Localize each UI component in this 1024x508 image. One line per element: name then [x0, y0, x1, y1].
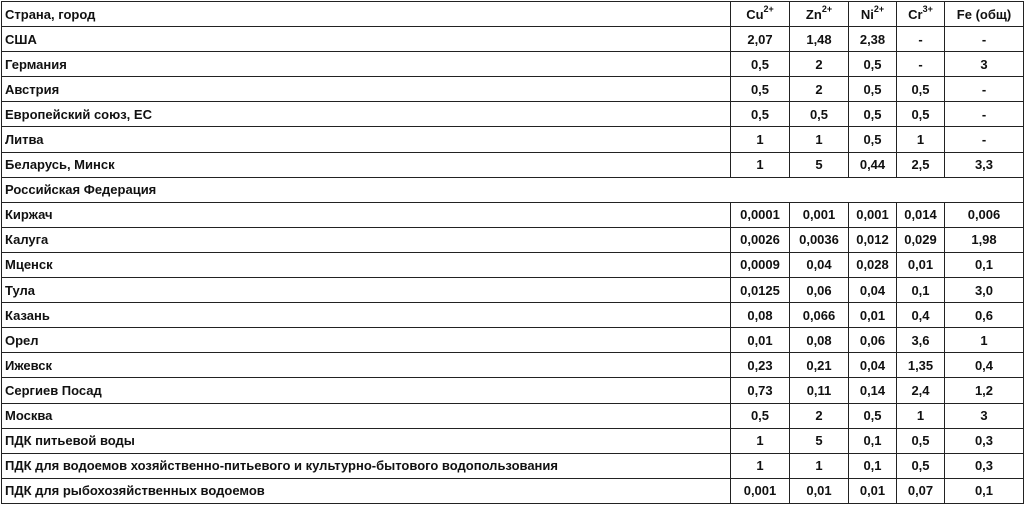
value-cell: 0,4	[945, 353, 1024, 378]
ion-symbol: Zn	[805, 6, 822, 22]
value-cell: 3,6	[897, 328, 945, 353]
value-cell: 0,5	[849, 102, 897, 127]
value-cell: 1,35	[897, 353, 945, 378]
value-cell: 0,06	[849, 328, 897, 353]
value-cell: 0,028	[849, 252, 897, 277]
header-fe: Fe (общ)	[945, 2, 1024, 27]
value-cell: 3,0	[945, 278, 1024, 303]
value-cell: 0,73	[731, 378, 790, 403]
value-cell: 0,0026	[731, 227, 790, 252]
value-cell: -	[945, 27, 1024, 52]
value-cell: 0,5	[849, 127, 897, 152]
value-cell: 2,07	[731, 27, 790, 52]
row-label: Ижевск	[2, 353, 731, 378]
ion-charge: 2+	[873, 4, 885, 15]
value-cell: 3	[945, 403, 1024, 428]
value-cell: 0,4	[897, 303, 945, 328]
header-cu	[731, 2, 790, 27]
table-row	[2, 252, 1024, 277]
table-row	[2, 428, 1024, 453]
value-cell: -	[945, 102, 1024, 127]
value-cell: 1	[731, 453, 790, 478]
value-cell: 1	[945, 328, 1024, 353]
value-cell: -	[897, 52, 945, 77]
header-country: Страна, город	[2, 2, 731, 27]
value-cell: 0,01	[731, 328, 790, 353]
table-body	[2, 2, 1024, 504]
row-label: Сергиев Посад	[2, 378, 731, 403]
value-cell: 2	[790, 52, 849, 77]
value-cell: 5	[790, 428, 849, 453]
value-cell: 0,01	[897, 252, 945, 277]
value-cell: 0,5	[849, 403, 897, 428]
table-row	[2, 353, 1024, 378]
value-cell: 0,21	[790, 353, 849, 378]
row-label: Австрия	[2, 77, 731, 102]
value-cell: 0,1	[945, 252, 1024, 277]
value-cell: 2,5	[897, 152, 945, 177]
value-cell: 2	[790, 403, 849, 428]
row-label: Литва	[2, 127, 731, 152]
header-zn	[790, 2, 849, 27]
value-cell: 0,5	[897, 77, 945, 102]
value-cell: -	[945, 127, 1024, 152]
table-row	[2, 27, 1024, 52]
value-cell: 5	[790, 152, 849, 177]
section-label: Российская Федерация	[2, 177, 1024, 202]
value-cell: 0,04	[849, 353, 897, 378]
row-label: Казань	[2, 303, 731, 328]
value-cell: 0,5	[731, 102, 790, 127]
value-cell: 0,5	[731, 52, 790, 77]
value-cell: 0,5	[849, 77, 897, 102]
row-label: Тула	[2, 278, 731, 303]
value-cell: 1,2	[945, 378, 1024, 403]
table-row	[2, 453, 1024, 478]
value-cell: 1	[790, 127, 849, 152]
row-label: Москва	[2, 403, 731, 428]
ion-symbol: Cu	[746, 6, 764, 22]
table-row	[2, 77, 1024, 102]
value-cell: 0,012	[849, 227, 897, 252]
value-cell: 1,98	[945, 227, 1024, 252]
header-ni	[849, 2, 897, 27]
value-cell: 0,1	[849, 428, 897, 453]
value-cell: 0,0009	[731, 252, 790, 277]
value-cell: 0,001	[849, 202, 897, 227]
concentration-table	[1, 1, 1024, 504]
value-cell: 0,08	[790, 328, 849, 353]
value-cell: 1	[897, 127, 945, 152]
ion-symbol: Ni	[860, 6, 874, 22]
value-cell: -	[945, 77, 1024, 102]
value-cell: 0,1	[849, 453, 897, 478]
row-label: США	[2, 27, 731, 52]
row-label: ПДК питьевой воды	[2, 428, 731, 453]
value-cell: 0,5	[897, 453, 945, 478]
value-cell: 0,001	[731, 478, 790, 503]
value-cell: 1	[731, 152, 790, 177]
value-cell: 0,06	[790, 278, 849, 303]
value-cell: 3,3	[945, 152, 1024, 177]
value-cell: 0,5	[790, 102, 849, 127]
row-label: Германия	[2, 52, 731, 77]
row-label: ПДК для рыбохозяйственных водоемов	[2, 478, 731, 503]
table-row	[2, 303, 1024, 328]
value-cell: 0,5	[897, 428, 945, 453]
ion-symbol: Cr	[908, 6, 923, 22]
row-label: Орел	[2, 328, 731, 353]
value-cell: 0,1	[945, 478, 1024, 503]
value-cell: 1	[731, 127, 790, 152]
value-cell: 0,11	[790, 378, 849, 403]
value-cell: 0,01	[790, 478, 849, 503]
header-row	[2, 2, 1024, 27]
value-cell: 0,0001	[731, 202, 790, 227]
value-cell: 0,04	[849, 278, 897, 303]
value-cell: 2	[790, 77, 849, 102]
value-cell: 0,04	[790, 252, 849, 277]
table-row	[2, 328, 1024, 353]
value-cell: 0,5	[731, 403, 790, 428]
table-row	[2, 478, 1024, 503]
row-label: Европейский союз, ЕС	[2, 102, 731, 127]
value-cell: 0,014	[897, 202, 945, 227]
value-cell: 0,07	[897, 478, 945, 503]
value-cell: 1,48	[790, 27, 849, 52]
value-cell: 2,4	[897, 378, 945, 403]
table-row	[2, 202, 1024, 227]
value-cell: 0,029	[897, 227, 945, 252]
value-cell: 0,3	[945, 453, 1024, 478]
table-row	[2, 278, 1024, 303]
value-cell: 0,5	[849, 52, 897, 77]
value-cell: 0,01	[849, 303, 897, 328]
ion-charge: 3+	[922, 4, 933, 15]
value-cell: 0,1	[897, 278, 945, 303]
value-cell: 2,38	[849, 27, 897, 52]
row-label: Мценск	[2, 252, 731, 277]
value-cell: -	[897, 27, 945, 52]
row-label: ПДК для водоемов хозяйственно-питьевого и культурно-бытового водопользования	[2, 453, 731, 478]
value-cell: 0,08	[731, 303, 790, 328]
section-row	[2, 177, 1024, 202]
table-row	[2, 227, 1024, 252]
value-cell: 0,0036	[790, 227, 849, 252]
table-row	[2, 127, 1024, 152]
value-cell: 0,066	[790, 303, 849, 328]
value-cell: 0,006	[945, 202, 1024, 227]
table-row	[2, 378, 1024, 403]
value-cell: 0,001	[790, 202, 849, 227]
header-cr	[897, 2, 945, 27]
value-cell: 0,23	[731, 353, 790, 378]
value-cell: 1	[731, 428, 790, 453]
value-cell: 0,44	[849, 152, 897, 177]
value-cell: 1	[897, 403, 945, 428]
table-row	[2, 102, 1024, 127]
value-cell: 1	[790, 453, 849, 478]
value-cell: 3	[945, 52, 1024, 77]
ion-charge: 2+	[763, 4, 774, 15]
value-cell: 0,3	[945, 428, 1024, 453]
value-cell: 0,14	[849, 378, 897, 403]
row-label: Киржач	[2, 202, 731, 227]
value-cell: 0,01	[849, 478, 897, 503]
value-cell: 0,5	[897, 102, 945, 127]
table-row	[2, 152, 1024, 177]
value-cell: 0,6	[945, 303, 1024, 328]
value-cell: 0,5	[731, 77, 790, 102]
row-label: Беларусь, Минск	[2, 152, 731, 177]
ion-charge: 2+	[821, 4, 833, 15]
value-cell: 0,0125	[731, 278, 790, 303]
table-row	[2, 52, 1024, 77]
table-row	[2, 403, 1024, 428]
row-label: Калуга	[2, 227, 731, 252]
